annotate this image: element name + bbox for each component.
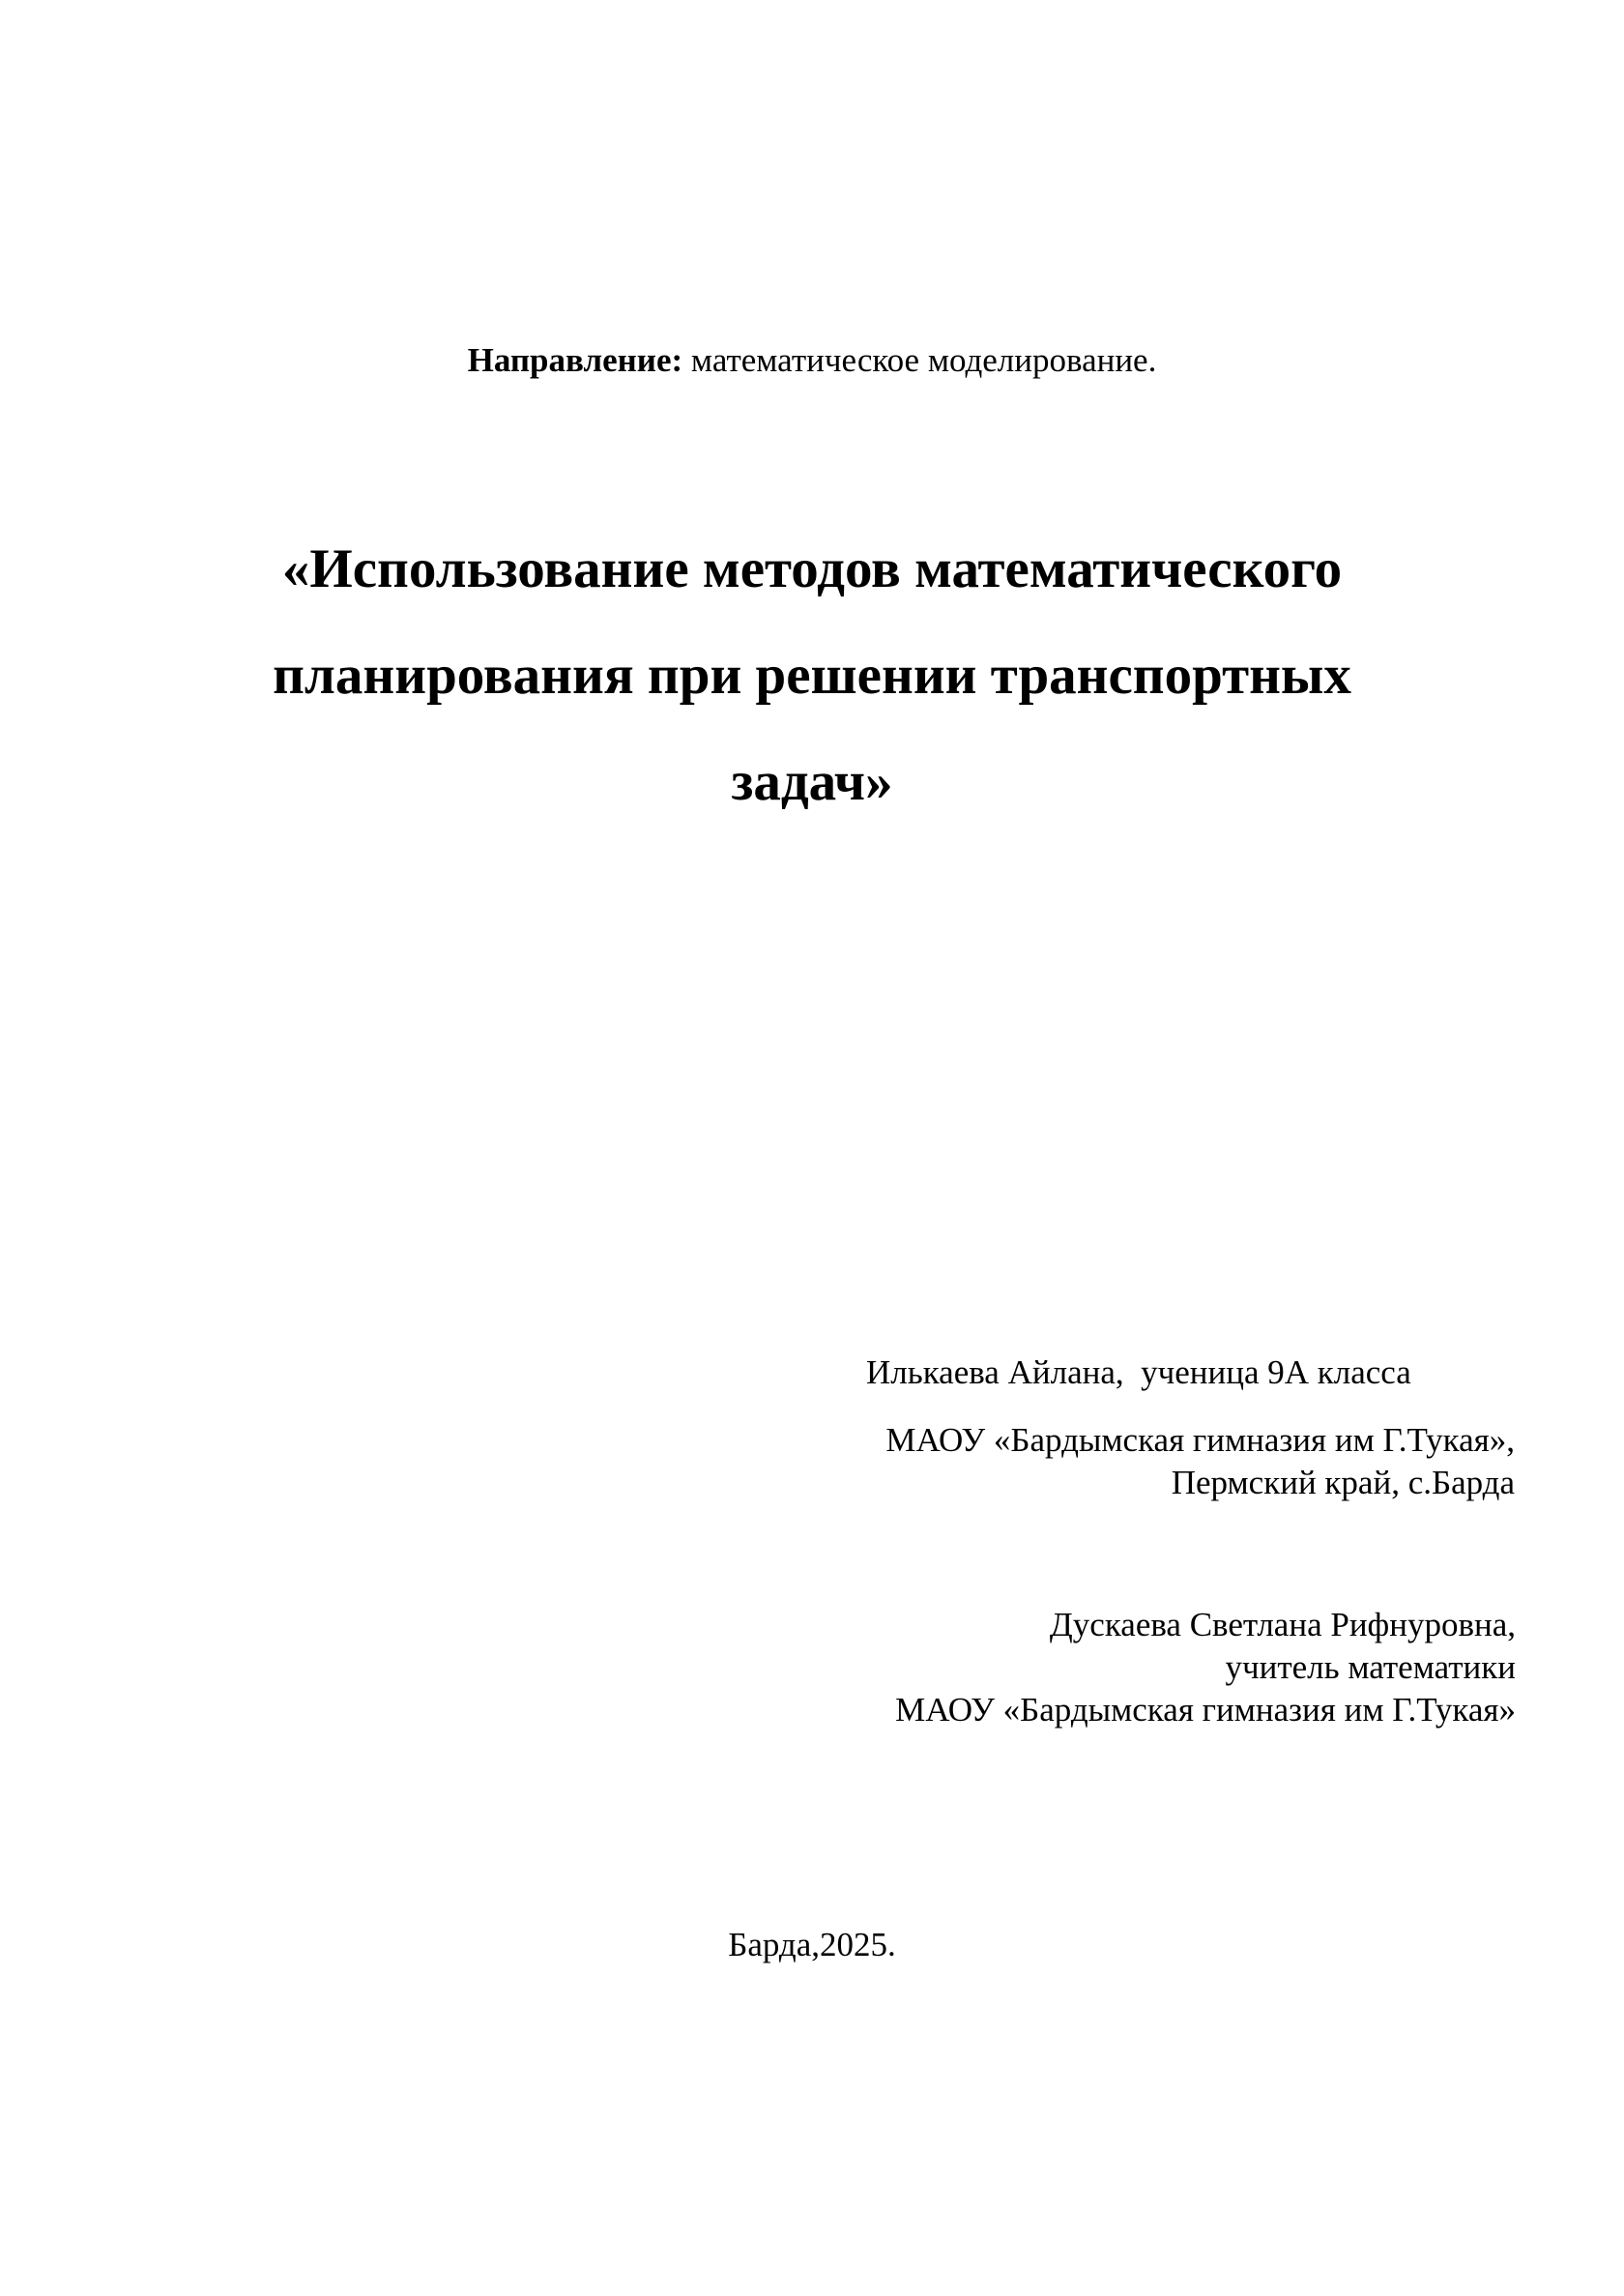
place-year: Барда,2025. — [728, 1926, 896, 1963]
supervisor-school: МАОУ «Бардымская гимназия им Г.Тукая» — [895, 1691, 1516, 1729]
direction-label: Направление: — [467, 341, 683, 379]
title-line-3: задач» — [731, 751, 893, 812]
supervisor-block — [895, 1604, 1516, 1731]
student-name: Илькаева Айлана, ученица 9А класса — [866, 1353, 1411, 1391]
school-line-2: Пермский край, с.Барда — [1171, 1464, 1515, 1501]
student-school — [885, 1419, 1515, 1504]
school-line-1: МАОУ «Бардымская гимназия им Г.Тукая», — [885, 1421, 1515, 1459]
title-line-1: «Использование методов математического — [281, 538, 1343, 599]
direction-value: математическое моделирование. — [682, 341, 1157, 379]
document-title — [0, 516, 1624, 835]
supervisor-name: Дускаева Светлана Рифнуровна, — [1049, 1606, 1516, 1643]
supervisor-position: учитель математики — [1225, 1648, 1516, 1686]
direction-line — [0, 340, 1624, 381]
title-line-2: планирования при решении транспортных — [273, 645, 1351, 706]
